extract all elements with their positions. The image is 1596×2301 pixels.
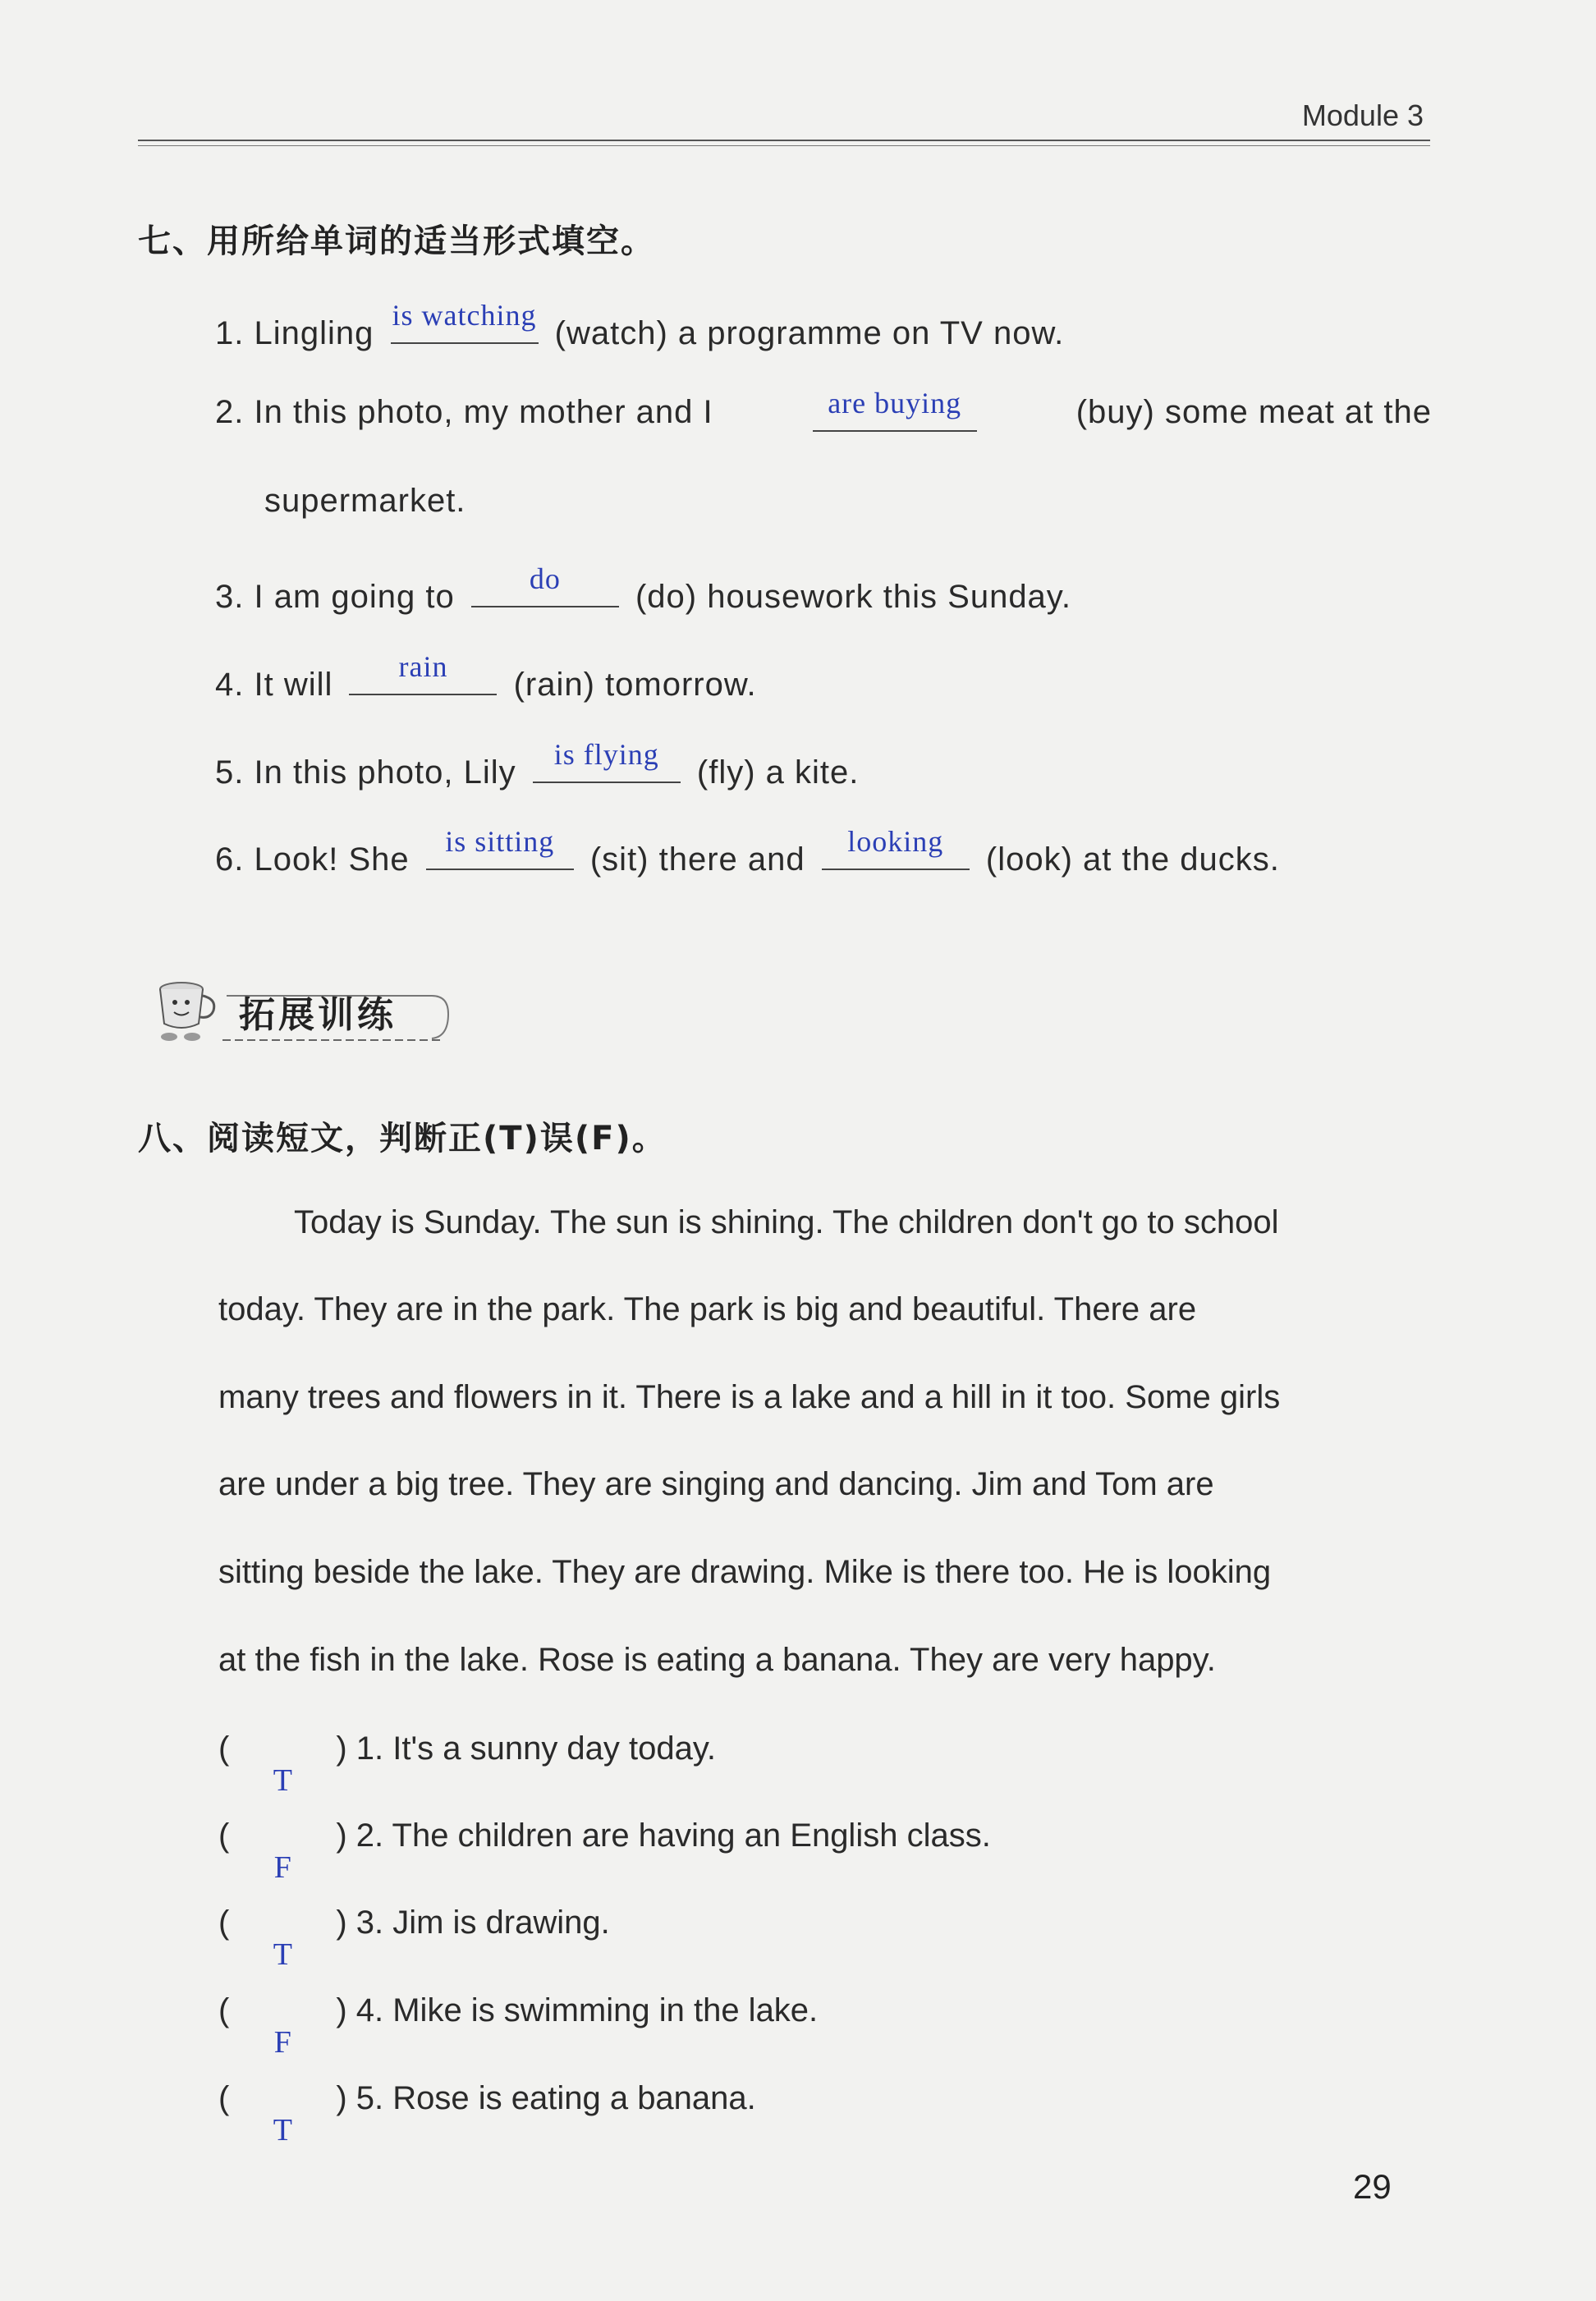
tf-item-4: ( F ) 4. Mike is swimming in the lake. [218, 1992, 819, 2060]
question-6 [215, 825, 1432, 878]
tf-item-1: ( T ) 1. It's a sunny day today. [218, 1730, 717, 1798]
q6-answer-2: looking [847, 825, 944, 858]
module-label: Module 3 [1301, 99, 1424, 132]
tf-2-text: 2. The children are having an English class. [355, 1817, 991, 1854]
banner-label: 拓展训练 [239, 994, 397, 1036]
tf-2-answer: F [273, 1850, 291, 1885]
q4-pre: 4. It will [215, 667, 333, 703]
q3-pre: 3. I am going to [215, 579, 455, 615]
tf-3-answer: T [273, 1937, 292, 1972]
question-2 [215, 387, 1432, 432]
q6-mid: (sit) there and [589, 841, 805, 878]
q6-pre: 6. Look! She [215, 841, 410, 878]
header-rule-thin [138, 145, 1430, 146]
q1-answer: is watching [392, 299, 537, 332]
tf-5-text: 5. Rose is eating a banana. [355, 2080, 756, 2116]
extension-training-banner [144, 948, 465, 1047]
q2-pre: 2. In this photo, my mother and I [215, 394, 713, 430]
q1-pre: 1. Lingling [215, 315, 374, 351]
q5-answer: is flying [553, 738, 659, 771]
passage-line-1: Today is Sunday. The sun is shining. The children don't go to school [294, 1204, 1279, 1240]
passage-line-2: today. They are in the park. The park is big and beautiful. There are [218, 1291, 1197, 1327]
q3-answer: do [529, 562, 561, 595]
tf-item-5: ( T ) 5. Rose is eating a banana. [218, 2080, 756, 2147]
q2-post: (buy) some meat at the [1075, 394, 1432, 430]
q6-post: (look) at the ducks. [985, 841, 1280, 878]
q3-post: (do) housework this Sunday. [635, 579, 1071, 615]
tf-1-answer: T [273, 1763, 292, 1798]
question-1 [215, 299, 1432, 352]
question-3 [215, 562, 1432, 616]
tf-5-answer: T [273, 2113, 292, 2147]
passage-line-6: at the fish in the lake. Rose is eating a banana. They are very happy. [218, 1642, 1216, 1678]
q6-blank-1[interactable] [426, 825, 574, 870]
question-5 [215, 738, 1432, 791]
q4-post: (rain) tomorrow. [513, 667, 757, 703]
q1-post: (watch) a programme on TV now. [554, 315, 1065, 351]
passage-line-4: are under a big tree. They are singing and dancing. Jim and Tom are [218, 1466, 1214, 1502]
question-2-cont: supermarket. [264, 483, 466, 519]
q6-answer-1: is sitting [445, 825, 555, 858]
tf-item-3: ( T ) 3. Jim is drawing. [218, 1905, 610, 1972]
q3-blank[interactable] [471, 562, 619, 607]
passage-line-5: sitting beside the lake. They are drawing. Mike is there too. He is looking [218, 1554, 1272, 1590]
q6-blank-2[interactable] [822, 825, 970, 870]
tf-4-text: 4. Mike is swimming in the lake. [355, 1992, 819, 2028]
page-number: 29 [1353, 2167, 1392, 2206]
tf-1-text: 1. It's a sunny day today. [355, 1730, 717, 1767]
q2-answer: are buying [828, 387, 962, 419]
q5-pre: 5. In this photo, Lily [215, 754, 516, 791]
question-4 [215, 650, 1432, 704]
q4-answer: rain [398, 650, 448, 683]
header-rule [138, 140, 1430, 141]
tf-item-2: ( F ) 2. The children are having an English class. [218, 1817, 991, 1885]
q2-blank[interactable] [813, 387, 977, 432]
tf-4-answer: F [273, 2025, 291, 2060]
section-8-title: 八、阅读短文，判断正(T)误(F)。 [138, 1120, 667, 1157]
q5-post: (fly) a kite. [696, 754, 860, 791]
q4-blank[interactable] [349, 650, 497, 695]
tf-3-text: 3. Jim is drawing. [355, 1905, 610, 1941]
q5-blank[interactable] [533, 738, 681, 783]
q1-blank[interactable] [391, 299, 539, 344]
passage-line-3: many trees and flowers in it. There is a lake and a hill in it too. Some girls [218, 1379, 1281, 1415]
section-7-title: 七、用所给单词的适当形式填空。 [138, 222, 655, 260]
